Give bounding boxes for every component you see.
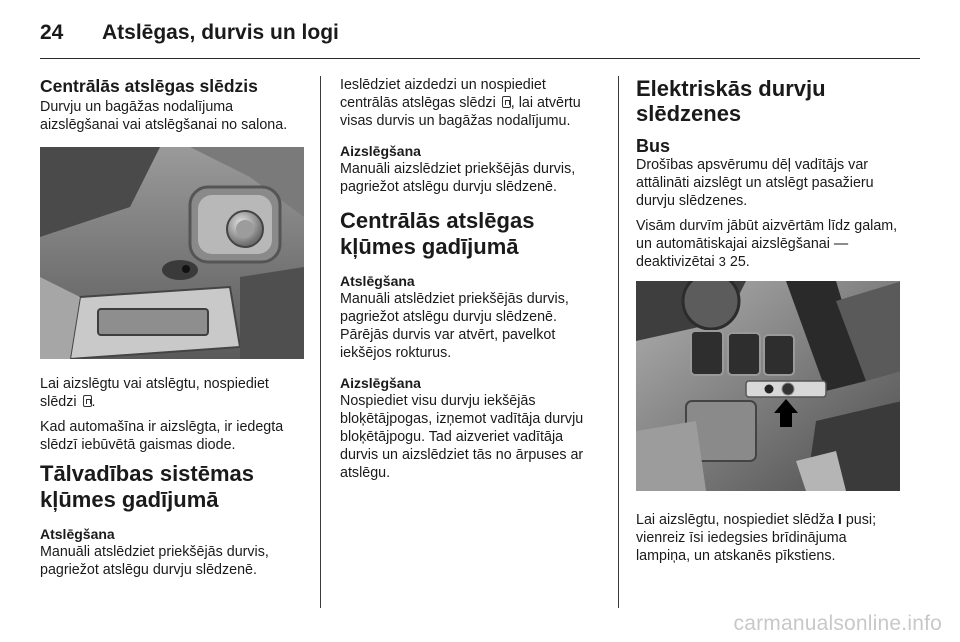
column-divider-2 (618, 76, 619, 608)
photo-dashboard-switch (636, 281, 900, 491)
section-heading-remote-failure: Tālvadības sistēmas kļūmes gadījumā (40, 461, 255, 512)
doors-closed-text: Visām durvīm jābūt aizvērtām līdz galam, un automātiskajai aizslēgšanai — deaktivizētai (636, 218, 898, 270)
section-heading-electric-door-locks: Elektriskās durvju slēdzenes (636, 76, 826, 126)
ignition-instruction (340, 76, 605, 130)
safety-text: Drošības apsvērumu dēļ vadītājs var attālināti aizslēgt un atslēgt pasažieru durvju slēdzenes. (636, 157, 874, 209)
ignition-instruction-text: Ieslēdziet aizdedzi un nospiediet centrālās atslēgas slēdzi (340, 77, 546, 111)
column-divider-1 (320, 76, 321, 608)
page-reference-link[interactable]: 25. (729, 254, 750, 270)
lock-instruction-end: . (91, 394, 96, 410)
intro-text: Durvju un bagāžas nodalījuma aizslēgšanai vai atslēgšanai no salona. (40, 99, 288, 133)
locking-text: Manuāli aizslēdziet priekšējās durvis, pagriežot atslēgu durvju slēdzenē. (340, 161, 576, 195)
section-heading-central-lock-failure: Centrālās atslēgas kļūmes gadījumā (340, 208, 535, 259)
lock-icon (83, 395, 92, 407)
unlocking-text: Manuāli atslēdziet priekšējās durvis, pagriežot atslēgu durvju slēdzenē. (40, 544, 269, 578)
dashboard-switch-illustration (636, 281, 900, 491)
subheading-locking: Aizslēgšana (340, 375, 421, 391)
column-3 (636, 76, 902, 572)
unlocking-text: Manuāli atslēdziet priekšējās durvis, pagriežot atslēgu durvju slēdzenē. Pārējās durvis var atvērt, pavelkot iekšējos rokturus. (340, 291, 569, 361)
lock-switch-text: Lai aizslēgtu, nospiediet slēdža (636, 512, 834, 528)
lock-instruction (40, 375, 305, 411)
photo-overhead-console (40, 147, 304, 359)
header-divider (40, 58, 920, 59)
lock-switch-instruction (636, 511, 902, 565)
column-1 (40, 76, 305, 586)
page-number: 24 (40, 21, 64, 44)
watermark: carmanualsonline.info (733, 612, 942, 635)
lock-icon (502, 96, 511, 108)
subheading-locking: Aizslēgšana (340, 143, 421, 159)
subheading-bus: Bus (636, 136, 671, 156)
locking-text: Nospiediet visu durvju iekšējās bloķētājpogas, izņemot vadītāja durvju bloķētājpogu. Tad aizveriet vadītāja durvis un aizslēdziet tās no ārpuses ar atslēgu. (340, 393, 584, 481)
led-note: Kad automašīna ir aizslēgta, ir iedegta slēdzī iebūvētā gaismas diode. (40, 419, 284, 453)
overhead-console-illustration (40, 147, 304, 359)
ignition-instruction-end: , lai atvērtu visas durvis un bagāžas nodalījumu. (340, 95, 581, 129)
subheading-unlocking: Atslēgšana (340, 273, 415, 289)
column-2 (340, 76, 605, 489)
subheading-unlocking: Atslēgšana (40, 526, 115, 542)
page-reference-icon: 3 (718, 254, 726, 269)
lock-switch-text-end: pusi; vienreiz īsi iedegsies brīdinājuma lampiņa, un atskanēs pīkstiens. (636, 512, 877, 564)
lock-instruction-text: Lai aizslēgtu vai atslēgtu, nospiediet slēdzi (40, 376, 269, 410)
page-header (40, 18, 339, 48)
section-heading-central-lock-switch: Centrālās atslēgas slēdzis (40, 76, 258, 96)
chapter-title: Atslēgas, durvis un logi (102, 21, 339, 44)
doors-closed-note (636, 217, 902, 271)
switch-side-label: I (837, 512, 842, 528)
